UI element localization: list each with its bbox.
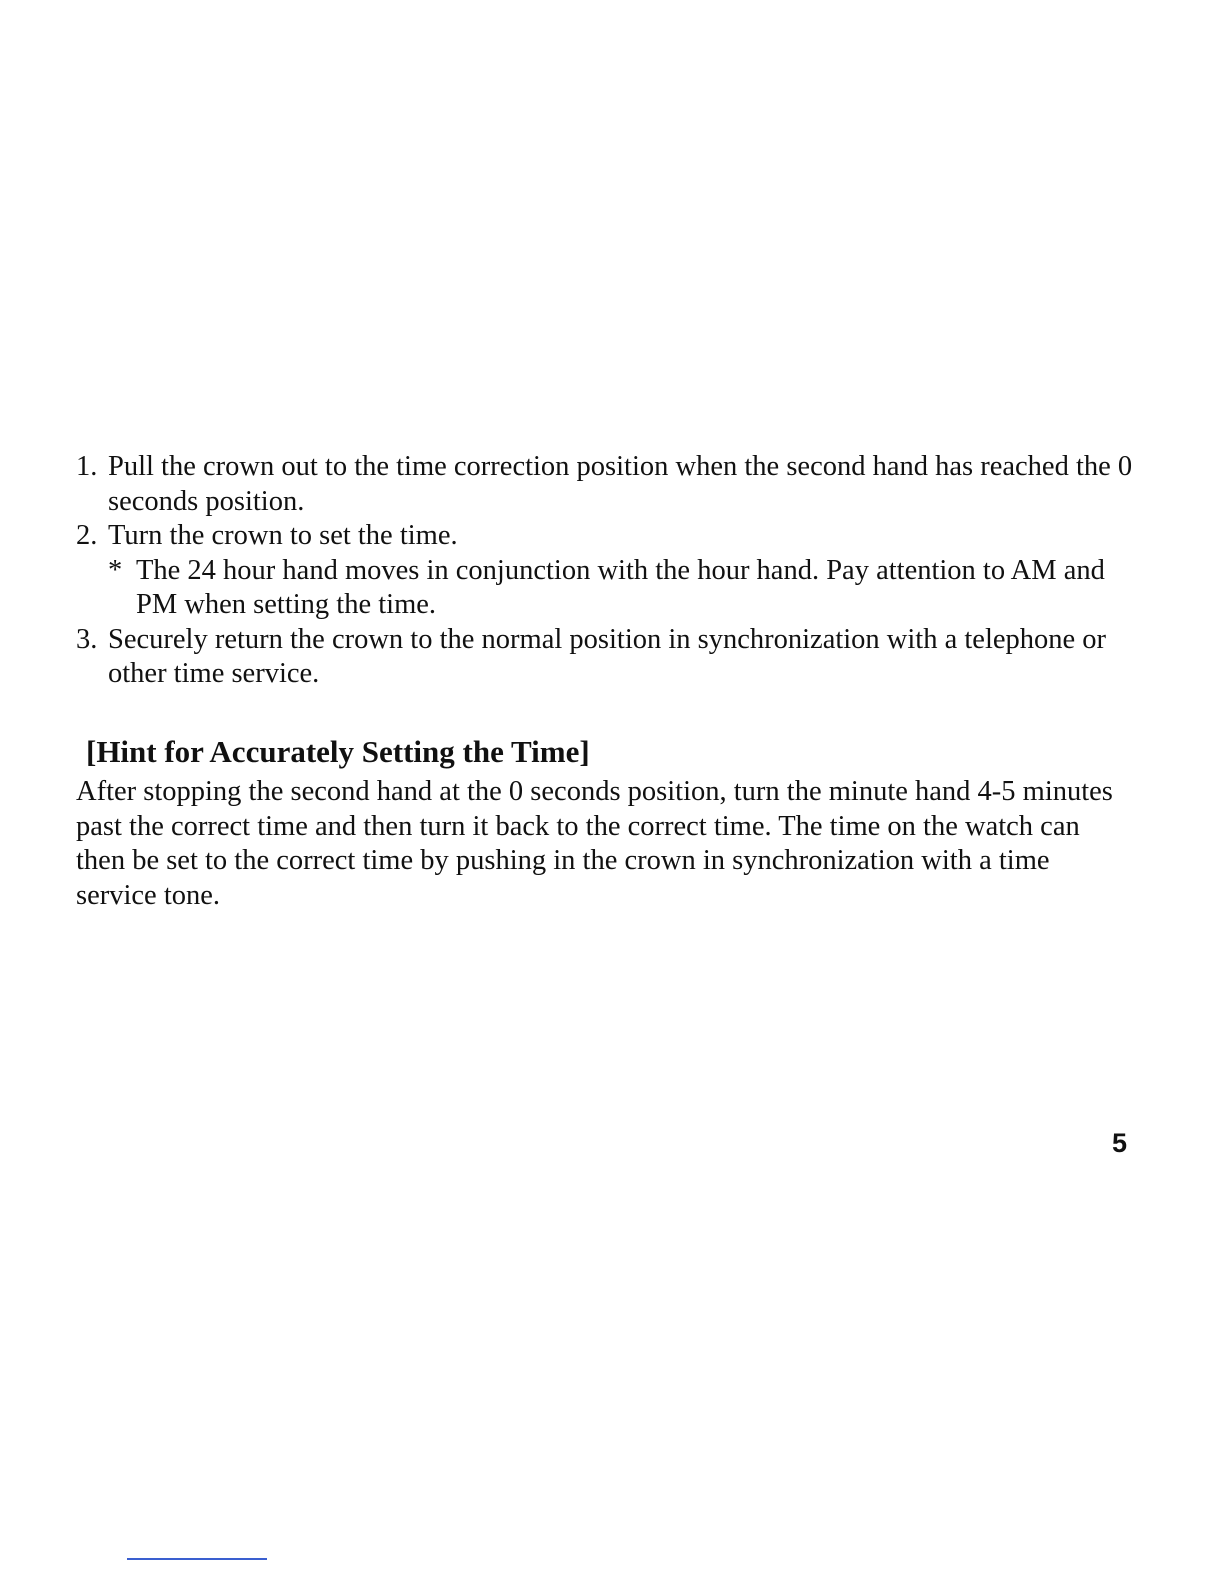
time-setting-steps <box>76 450 1136 692</box>
step-3-text: Securely return the crown to the normal position in synchronization with a telephone or other time service. <box>108 623 1107 689</box>
step-1-text: Pull the crown out to the time correction position when the second hand has reached the 0 seconds position. <box>108 451 1133 517</box>
step-3 <box>76 623 1136 692</box>
step-2 <box>76 519 1136 623</box>
step-1 <box>76 450 1136 519</box>
step-2-number: 2. <box>76 520 98 551</box>
step-2-note-text: The 24 hour hand moves in conjunction with the hour hand. Pay attention to AM and PM when setting the time. <box>136 554 1105 620</box>
page-number: 5 <box>1112 1128 1128 1158</box>
step-3-number: 3. <box>76 623 98 655</box>
footer-rule <box>127 1558 267 1560</box>
note-asterisk: * <box>108 554 123 586</box>
step-2-text: Turn the crown to set the time. <box>108 520 458 551</box>
hint-heading: [Hint for Accurately Setting the Time] <box>86 734 590 769</box>
step-2-note <box>108 554 1136 623</box>
hint-paragraph: After stopping the second hand at the 0 seconds position, turn the minute hand 4-5 minutes past the correct time and then turn it back to the correct time. The time on the watch can then be set to the correct time by pushing in the crown in synchronization with a time service tone. <box>76 776 1113 911</box>
step-1-number: 1. <box>76 451 98 482</box>
